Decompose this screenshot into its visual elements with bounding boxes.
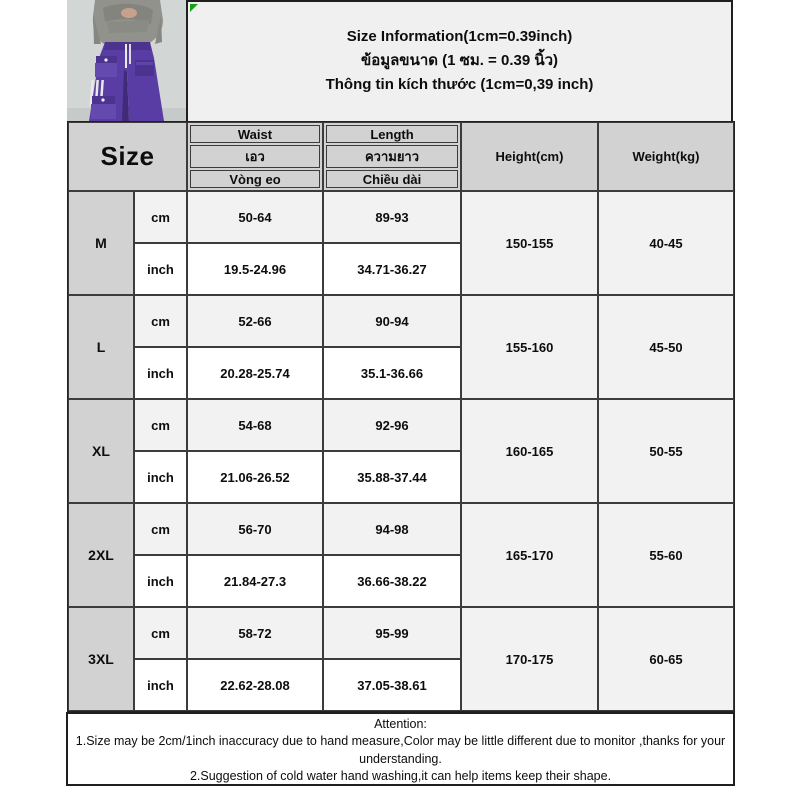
weight-value: 40-45 [598, 191, 734, 295]
length-cm-value: 89-93 [323, 191, 461, 243]
size-table [67, 121, 735, 712]
weight-value: 55-60 [598, 503, 734, 607]
waist-inch-value: 20.28-25.74 [187, 347, 323, 399]
title-box [186, 0, 733, 121]
cell-marker-triangle-icon [190, 4, 198, 12]
waist-inch-value: 21.06-26.52 [187, 451, 323, 503]
product-photo-illustration [67, 0, 186, 121]
weight-column-header: Weight(kg) [598, 122, 734, 191]
height-value: 165-170 [461, 503, 598, 607]
size-label-xl: XL [68, 399, 134, 503]
waist-label-th: เอว [190, 145, 320, 168]
height-value: 150-155 [461, 191, 598, 295]
waist-cm-value: 50-64 [187, 191, 323, 243]
unit-label-inch: inch [134, 243, 187, 295]
length-inch-value: 36.66-38.22 [323, 555, 461, 607]
size-label-2xl: 2XL [68, 503, 134, 607]
length-inch-value: 35.88-37.44 [323, 451, 461, 503]
weight-value: 60-65 [598, 607, 734, 711]
length-label-vi: Chiều dài [326, 170, 458, 188]
height-column-header: Height(cm) [461, 122, 598, 191]
size-label-l: L [68, 295, 134, 399]
waist-label-en: Waist [190, 125, 320, 143]
length-inch-value: 35.1-36.66 [323, 347, 461, 399]
length-cm-value: 95-99 [323, 607, 461, 659]
waist-cm-value: 54-68 [187, 399, 323, 451]
waist-cm-value: 56-70 [187, 503, 323, 555]
attention-note-1: 1.Size may be 2cm/1inch inaccuracy due to hand measure,Color may be little different due to monitor ,thanks for your understanding. [75, 734, 726, 766]
unit-label-inch: inch [134, 659, 187, 711]
height-value: 160-165 [461, 399, 598, 503]
unit-label-cm: cm [134, 191, 187, 243]
length-cm-value: 90-94 [323, 295, 461, 347]
length-inch-value: 37.05-38.61 [323, 659, 461, 711]
waist-column-header [187, 122, 323, 191]
waist-inch-value: 21.84-27.3 [187, 555, 323, 607]
waist-cm-value: 52-66 [187, 295, 323, 347]
product-photo [67, 0, 186, 121]
title-english: Size Information(1cm=0.39inch) [346, 28, 573, 46]
title-thai: ข้อมูลขนาด (1 ซม. = 0.39 นิ้ว) [360, 52, 559, 70]
length-column-header [323, 122, 461, 191]
length-inch-value: 34.71-36.27 [323, 243, 461, 295]
weight-value: 45-50 [598, 295, 734, 399]
waist-inch-value: 22.62-28.08 [187, 659, 323, 711]
size-label-3xl: 3XL [68, 607, 134, 711]
unit-label-cm: cm [134, 295, 187, 347]
attention-box [66, 712, 735, 786]
waist-inch-value: 19.5-24.96 [187, 243, 323, 295]
weight-value: 50-55 [598, 399, 734, 503]
waist-cm-value: 58-72 [187, 607, 323, 659]
unit-label-cm: cm [134, 399, 187, 451]
size-column-header: Size [68, 122, 187, 191]
height-value: 170-175 [461, 607, 598, 711]
unit-label-inch: inch [134, 451, 187, 503]
waist-label-vi: Vòng eo [190, 170, 320, 188]
length-label-en: Length [326, 125, 458, 143]
size-label-m: M [68, 191, 134, 295]
attention-title: Attention: [374, 717, 427, 731]
unit-label-cm: cm [134, 607, 187, 659]
height-value: 155-160 [461, 295, 598, 399]
unit-label-cm: cm [134, 503, 187, 555]
unit-label-inch: inch [134, 555, 187, 607]
length-label-th: ความยาว [326, 145, 458, 168]
length-cm-value: 92-96 [323, 399, 461, 451]
length-cm-value: 94-98 [323, 503, 461, 555]
unit-label-inch: inch [134, 347, 187, 399]
title-vietnamese: Thông tin kích thước (1cm=0,39 inch) [325, 75, 594, 93]
attention-note-2: 2.Suggestion of cold water hand washing,it can help items keep their shape. [189, 768, 612, 783]
